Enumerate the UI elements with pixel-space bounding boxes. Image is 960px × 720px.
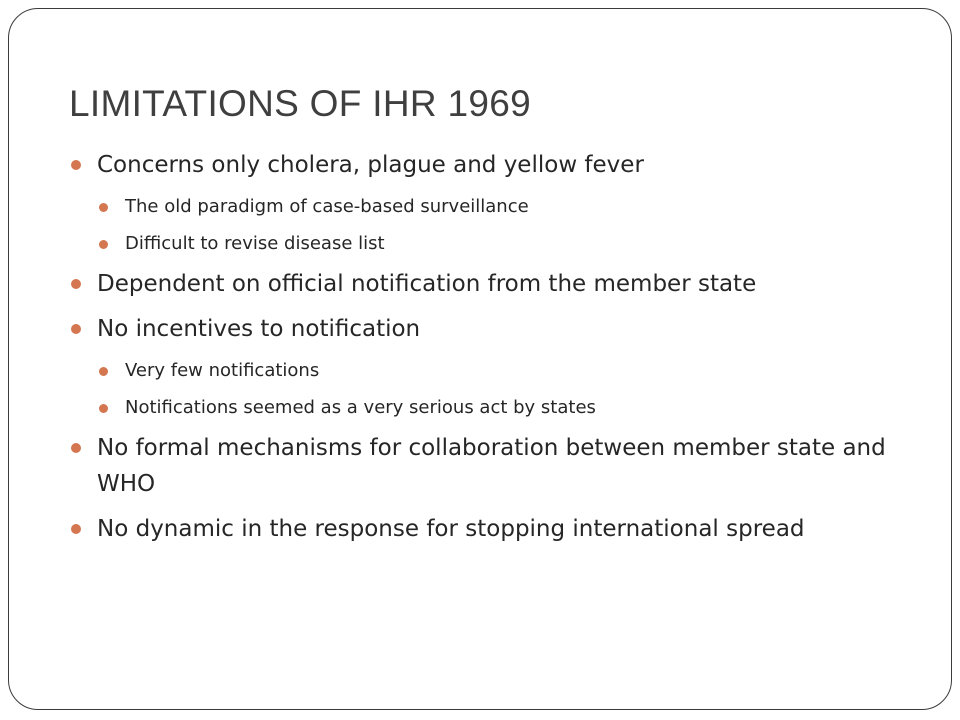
- bullet-item: [69, 266, 899, 302]
- slide-title: LIMITATIONS OF IHR 1969: [69, 83, 531, 124]
- bullet-list: [69, 147, 899, 547]
- bullet-text: No dynamic in the response for stopping international spread: [97, 516, 805, 542]
- bullet-item: [69, 147, 899, 183]
- sub-bullet-item: [97, 194, 899, 220]
- bullet-text: Difficult to revise disease list: [125, 233, 385, 254]
- bullet-item: [69, 311, 899, 347]
- bullet-dot-icon: [71, 524, 81, 534]
- bullet-text: No incentives to notification: [97, 316, 421, 342]
- sub-bullet-item: [97, 395, 899, 421]
- bullet-dot-icon: [71, 324, 81, 334]
- bullet-text: Concerns only cholera, plague and yellow fever: [97, 152, 644, 178]
- bullet-text: Dependent on official notification from the member state: [97, 271, 757, 297]
- bullet-dot-icon: [99, 203, 108, 212]
- bullet-dot-icon: [99, 404, 108, 413]
- bullet-text: Notifications seemed as a very serious act by states: [125, 397, 596, 418]
- bullet-dot-icon: [71, 279, 81, 289]
- bullet-dot-icon: [99, 240, 108, 249]
- bullet-item: [69, 511, 899, 547]
- bullet-dot-icon: [71, 443, 81, 453]
- bullet-dot-icon: [71, 160, 81, 170]
- bullet-item: [69, 430, 899, 502]
- slide-frame: [8, 8, 952, 710]
- bullet-text: The old paradigm of case-based surveillance: [125, 196, 529, 217]
- sub-bullet-item: [97, 231, 899, 257]
- bullet-text: Very few notifications: [125, 360, 320, 381]
- bullet-text: No formal mechanisms for collaboration between member state and WHO: [97, 435, 886, 497]
- sub-bullet-item: [97, 358, 899, 384]
- bullet-dot-icon: [99, 367, 108, 376]
